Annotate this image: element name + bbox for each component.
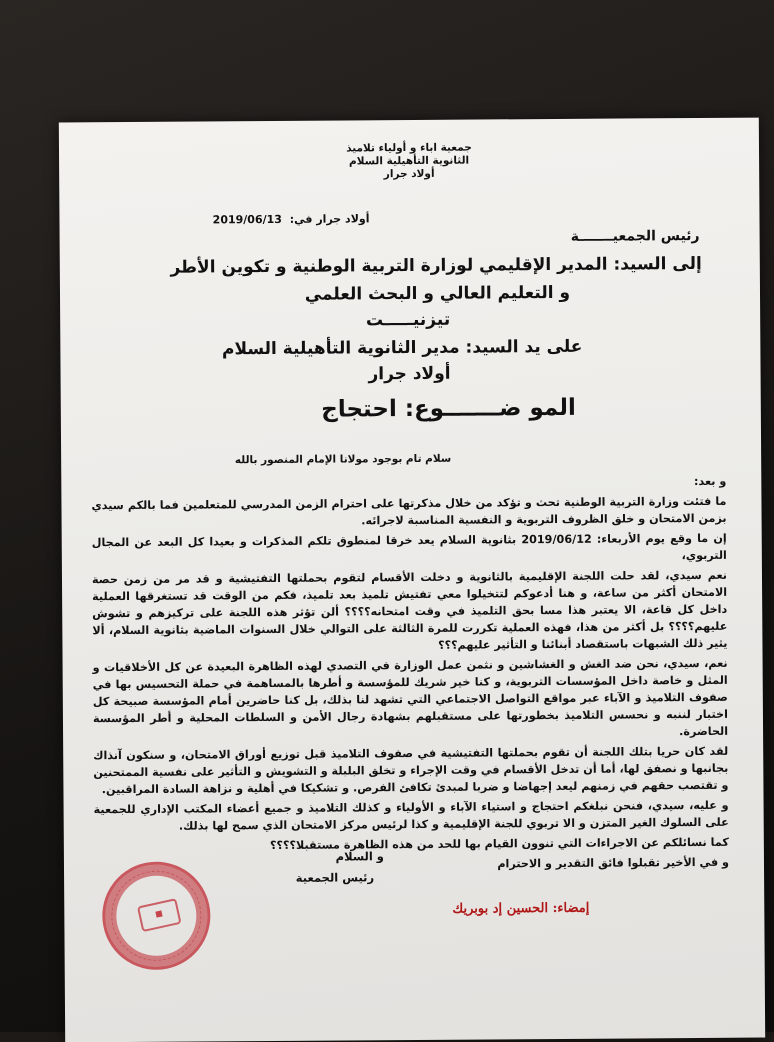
letterhead-line-3: أولاد جرار: [383, 167, 435, 181]
date-line: [213, 212, 370, 226]
letterhead: [59, 140, 759, 184]
sender-title: رئيس الجمعيـــــــة: [570, 227, 700, 245]
letterhead-line-1: جمعية اباء و أولياء تلاميذ: [346, 141, 472, 155]
closing-title: رئيس الجمعية: [295, 870, 375, 885]
addressee-line-3: تيزنيـــــت: [365, 309, 451, 331]
body-paragraph-7: و عليه، سيدي، فنحن نبلغكم احتجاج و استياء الآباء و الأولياء و كذلك التلاميذ و جميع أعضاء المكتب الإداري للجمعية على السلوك الغير المتزن و الا تربوي للجنة الإقليمية و كذا لرئيس مركز الامتحان الذي سمح لها بذلك.: [93, 798, 729, 833]
body-paragraph-5: نعم، سيدي، نحن ضد الغش و الغشاشين و نثمن عمل الوزارة في التصدي لهذه الظاهرة البعيدة عن كل الأخلاقيات و المثل و خاصة داخل المؤسسات التربوية، و كنا خير شريك للمؤسسة و أطرها بالمساهمة في حملة التحسيس بها في صفوف التلاميذ و الآباء عبر مواقع التواصل الاجتماعي التي تشهد لنا بذلك، بل كنا حاضرين أمام المؤسسة صبيحة كل اختبار لننبه و نحسس التلاميذ بخطورتها على مستقبلهم بشهادة رجال الأمن و السلطات المحلية و أطر المؤسسة الحاضرة.: [92, 656, 729, 739]
body-paragraph-8: كما نسائلكم عن الاجراءات التي تنوون القيام بها للحد من هذه الظاهرة مستقبلا؟؟؟؟: [269, 835, 729, 852]
signature: إمضاء: الحسين إد بوبريك: [452, 900, 590, 917]
greeting: سلام تام بوجود مولانا الإمام المنصور بالله: [234, 452, 452, 467]
letter-body: [91, 473, 729, 878]
subject-line: المو ضـــــــوع: احتجاج: [321, 394, 576, 423]
date-label: أولاد جرار في:: [289, 212, 370, 226]
body-paragraph-3: إن ما وقع يوم الأربعاء: 2019/06/12 بثانوية السلام يعد خرقا لمنطوق تلكم المذكرات و بعيدا كل البعد عن المجال التربوي،: [91, 531, 727, 563]
addressee-line-5: أولاد جرار: [368, 363, 451, 385]
body-paragraph-9: و في الأخير تقبلوا فائق التقدير و الاحترام: [497, 855, 730, 871]
addressee-line-2: و التعليم العالي و البحث العلمي: [304, 282, 571, 305]
stamp-center: ■: [137, 898, 182, 932]
body-paragraph-2: ما فتئت وزارة التربية الوطنية تحث و تؤكد من خلال مذكرتها على احترام الزمن المدرسي للمتعلمين فما بالكم سيدي بزمن الامتحان و خلق الظروف التربوية و النفسية المناسبة لاجرائه.: [91, 494, 727, 528]
addressee-line-4: على يد السيد: مدير الثانوية التأهيلية السلام: [221, 336, 583, 360]
addressee-line-1: إلى السيد: المدير الإقليمي لوزارة التربية الوطنية و تكوين الأطر: [170, 253, 702, 278]
letter-page: [59, 118, 765, 1042]
body-paragraph-1: و بعد:: [693, 474, 727, 489]
date-value: 2019/06/13: [212, 212, 282, 227]
body-paragraph-6: لقد كان حريا بتلك اللجنة أن تقوم بحملتها التفتيشية في صفوف التلاميذ قبل توزيع أوراق الامتحان، و سنكون آنذاك بجانبها و نصفق لها، أما أن تدخل الأقسام في وقت الإجراء و تخلق البلبلة و التشويش و التأثير على نفسية الممتحنين و تقتصب حقهم في زمنهم ليعد إجهاضا و ضربا لمبدئ تكافئ الفرص. و تشكيكا في أهلية و نزاهة السادة المراقبين.: [93, 744, 729, 797]
closing-salutation: و السلام: [335, 849, 384, 864]
letterhead-line-2: الثانوية التأهيلية السلام: [348, 154, 470, 168]
body-paragraph-4: نعم سيدي، لقد حلت اللجنة الإقليمية بالثانوية و دخلت الأقسام لتقوم بحملتها التفتيشية و قد مر من زمن حصة الامتحان أكثر من ساعة، و هنا أدعوكم لتتخيلوا معي تفتيش تلميذ بعد تلميذ، فكم من الوقت قد تستغرقها العملية داخل كل قاعة، الا يعتبر هذا مسا بحق التلميذ في وقت امتحانه؟؟؟؟ ألن تؤثر هذه اللجنة على تركيزهم و تشوش عليهم؟؟؟؟ بل أكثر من هذا، فهذه العملية تكررت للمرة الثالثة على التوالي خلال السنوات الماضية بثانوية السلام، ألا يثير ذلك الشبهات باستقصاد أبنائنا و التأثير عليهم؟؟؟: [91, 568, 728, 652]
